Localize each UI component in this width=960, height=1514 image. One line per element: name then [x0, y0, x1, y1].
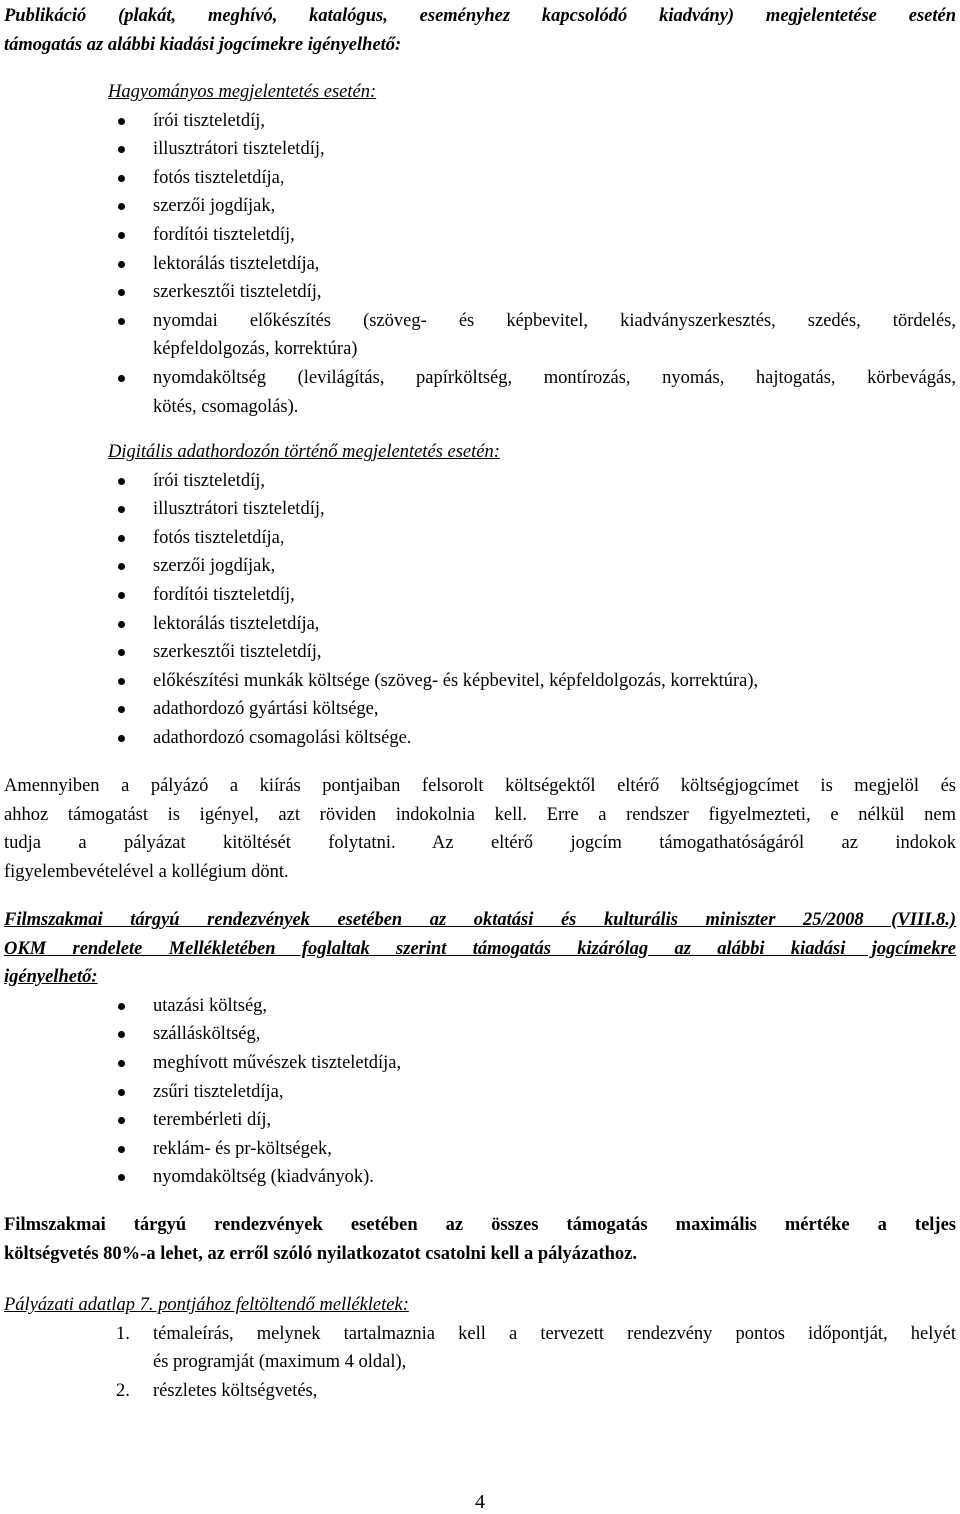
list-item-number: 1.	[116, 1323, 130, 1344]
digital-heading: Digitális adathordozón történő megjelentetés esetén:	[108, 442, 500, 462]
list-item: szerkesztői tiszteletdíj,	[4, 278, 956, 307]
film-heading-line-3: igényelhető:	[4, 967, 98, 988]
list-item: fotós tiszteletdíja,	[4, 524, 956, 553]
list-item: lektorálás tiszteletdíja,	[4, 250, 956, 279]
traditional-list	[4, 107, 956, 422]
notice-paragraph	[4, 772, 956, 886]
film-list	[4, 992, 956, 1192]
list-item	[4, 307, 956, 364]
film-section	[4, 906, 956, 1192]
list-item	[4, 1320, 956, 1377]
list-item: utazási költség,	[4, 992, 956, 1021]
film-heading-line-2: OKM rendelete Mellékletében foglaltak szerint támogatás kizárólag az alábbi kiadási jogcímekre	[4, 938, 956, 959]
list-item: írói tiszteletdíj,	[4, 467, 956, 496]
list-item-line: nyomdaköltség (levilágítás, papírköltség, montírozás, nyomás, hajtogatás, körbevágás,	[153, 367, 956, 388]
list-item-line: képfeldolgozás, korrektúra)	[153, 339, 358, 360]
list-item-line: nyomdai előkészítés (szöveg- és képbevitel, kiadványszerkesztés, szedés, tördelés,	[153, 310, 956, 331]
digital-list	[4, 467, 956, 753]
page-number: 4	[475, 1491, 485, 1513]
notice-line-2: ahhoz támogatást is igényel, azt röviden indokolnia kell. Erre a rendszer figyelmezteti, e nélkül nem	[4, 804, 956, 825]
list-item: előkészítési munkák költsége (szöveg- és képbevitel, képfeldolgozás, korrektúra),	[4, 667, 956, 696]
notice-line-4: figyelembevételével a kollégium dönt.	[4, 861, 289, 882]
max-support-line-2: költségvetés 80%-a lehet, az erről szóló nyilatkozatot csatolni kell a pályázathoz.	[4, 1243, 638, 1264]
intro-line-1: Publikáció (plakát, meghívó, katalógus, eseményhez kapcsolódó kiadvány) megjelentetése esetén	[4, 6, 956, 26]
film-heading-line-1: Filmszakmai tárgyú rendezvények esetében az oktatási és kulturális miniszter 25/2008 (VIII.8.)	[4, 910, 956, 930]
max-support-line-1: Filmszakmai tárgyú rendezvények esetében az összes támogatás maximális mértéke a teljes	[4, 1215, 956, 1235]
list-item: nyomdaköltség (kiadványok).	[4, 1163, 956, 1192]
list-item: szerzői jogdíjak,	[4, 192, 956, 221]
list-item: szerkesztői tiszteletdíj,	[4, 638, 956, 667]
notice-line-3: tudja a pályázat kitöltését folytatni. Az eltérő jogcím támogathatóságáról az indokok	[4, 833, 956, 854]
attachments-section	[4, 1291, 956, 1405]
list-item: illusztrátori tiszteletdíj,	[4, 495, 956, 524]
list-item: szerzői jogdíjak,	[4, 552, 956, 581]
attachments-list	[4, 1320, 956, 1406]
list-item: zsűri tiszteletdíja,	[4, 1078, 956, 1107]
list-item-number: 2.	[116, 1380, 130, 1401]
list-item: fordítói tiszteletdíj,	[4, 581, 956, 610]
digital-section	[4, 438, 956, 753]
notice-line-1: Amennyiben a pályázó a kiírás pontjaiban felsorolt költségektől eltérő költségjogcímet is megjelöl és	[4, 776, 956, 796]
traditional-section	[4, 78, 956, 421]
list-item: fotós tiszteletdíja,	[4, 164, 956, 193]
list-item-line: és programját (maximum 4 oldal),	[153, 1352, 407, 1373]
list-item-line: részletes költségvetés,	[153, 1380, 318, 1401]
list-item: lektorálás tiszteletdíja,	[4, 610, 956, 639]
traditional-heading: Hagyományos megjelentetés esetén:	[108, 82, 377, 102]
list-item	[4, 1377, 956, 1406]
list-item	[4, 364, 956, 421]
list-item-line: kötés, csomagolás).	[153, 396, 299, 417]
list-item: fordítói tiszteletdíj,	[4, 221, 956, 250]
list-item: illusztrátori tiszteletdíj,	[4, 135, 956, 164]
list-item: terembérleti díj,	[4, 1106, 956, 1135]
max-support-paragraph	[4, 1211, 956, 1268]
list-item: írói tiszteletdíj,	[4, 107, 956, 136]
intro-paragraph	[4, 2, 956, 59]
attachments-heading: Pályázati adatlap 7. pontjához feltöltendő mellékletek:	[4, 1295, 409, 1315]
list-item: meghívott művészek tiszteletdíja,	[4, 1049, 956, 1078]
list-item: adathordozó gyártási költsége,	[4, 695, 956, 724]
list-item: reklám- és pr-költségek,	[4, 1135, 956, 1164]
list-item: szállásköltség,	[4, 1020, 956, 1049]
list-item-line: témaleírás, melynek tartalmaznia kell a tervezett rendezvény pontos időpontját, helyét	[153, 1323, 956, 1344]
intro-line-2: támogatás az alábbi kiadási jogcímekre igényelhető:	[4, 34, 402, 55]
list-item: adathordozó csomagolási költsége.	[4, 724, 956, 753]
